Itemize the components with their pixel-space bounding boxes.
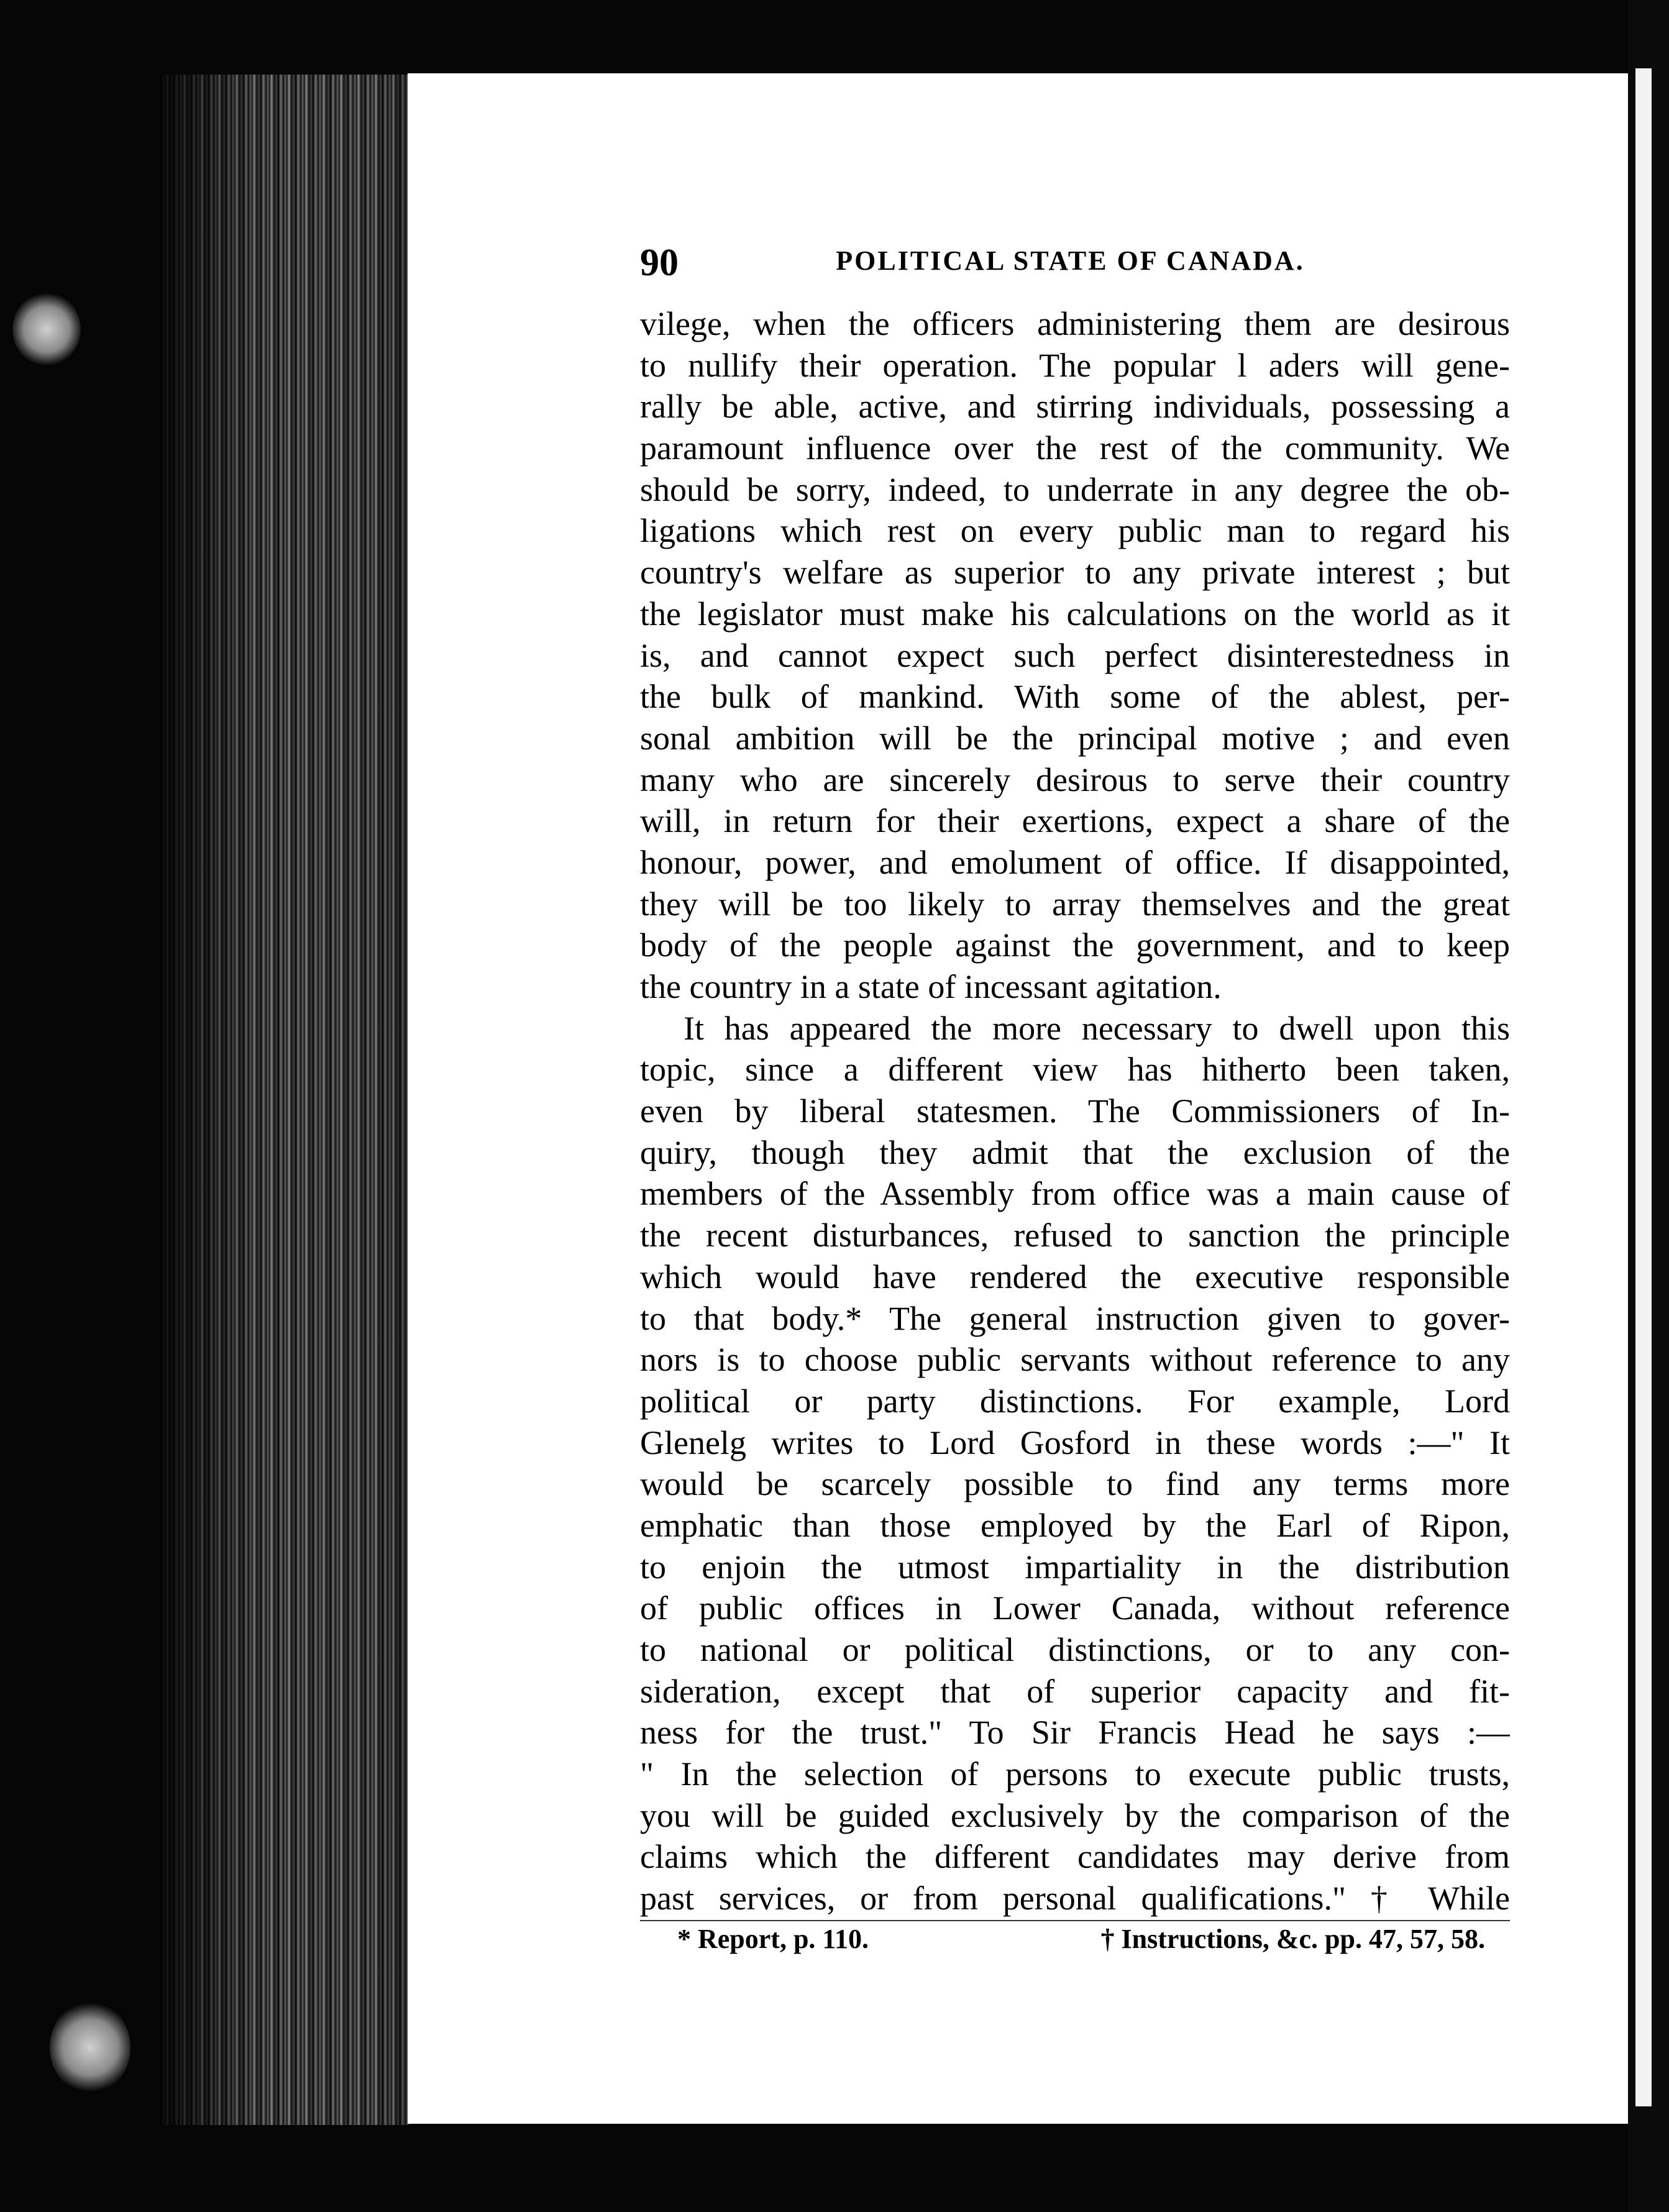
text-line: is, and cannot expect such perfect disinterestedness in	[640, 636, 1510, 674]
footnote-instructions: † Instructions, &c. pp. 47, 57, 58.	[1100, 1924, 1485, 1954]
page-header	[640, 241, 1501, 291]
text-line: political or party distinctions. For example, Lord	[640, 1382, 1510, 1420]
text-line: even by liberal statesmen. The Commissioners of In-	[640, 1092, 1510, 1130]
text-line: they will be too likely to array themselves and the great	[640, 885, 1510, 923]
text-line: to that body.* The general instruction given to gover-	[640, 1299, 1510, 1337]
text-line: " In the selection of persons to execute public trusts,	[640, 1755, 1510, 1793]
text-line: you will be guided exclusively by the comparison of the	[640, 1796, 1510, 1834]
text-line: Glenelg writes to Lord Gosford in these words :—" It	[640, 1424, 1510, 1461]
text-line: country's welfare as superior to any private interest ; but	[640, 554, 1510, 592]
text-line: to nullify their operation. The popular l aders will gene-	[640, 346, 1510, 384]
text-line: rally be able, active, and stirring individuals, possessing a	[640, 388, 1510, 426]
paragraph-end-line: the country in a state of incessant agitation.	[640, 968, 1222, 1005]
next-page-sliver	[1635, 68, 1652, 2106]
page-edges-shadow	[162, 75, 410, 2125]
text-line: nors is to choose public servants without reference to any	[640, 1341, 1510, 1379]
text-line: emphatic than those employed by the Earl of Ripon,	[640, 1506, 1510, 1544]
text-line: of public offices in Lower Canada, without reference	[640, 1589, 1510, 1627]
paper-blot-bottom	[50, 2001, 130, 2094]
text-line: which would have rendered the executive responsible	[640, 1258, 1510, 1296]
paper-blot-top	[12, 292, 81, 367]
text-line: to enjoin the utmost impartiality in the distribution	[640, 1548, 1510, 1586]
page-number: 90	[640, 242, 679, 284]
text-line: body of the people against the government, and to keep	[640, 926, 1510, 964]
text-line: claims which the different candidates may derive from	[640, 1838, 1510, 1876]
text-line: the bulk of mankind. With some of the ablest, per-	[640, 678, 1510, 716]
text-line: will, in return for their exertions, expect a share of the	[640, 802, 1510, 840]
text-line: paramount influence over the rest of the community. We	[640, 429, 1510, 467]
footnote-divider	[640, 1920, 1510, 1921]
text-line: topic, since a different view has hitherto been taken,	[640, 1051, 1510, 1089]
text-line: vilege, when the officers administering them are desirous	[640, 305, 1510, 342]
footnote-report: * Report, p. 110.	[677, 1924, 869, 1954]
body-text	[640, 303, 1510, 1919]
text-line: ligations which rest on every public man to regard his	[640, 512, 1510, 550]
text-line: members of the Assembly from office was a main cause of	[640, 1175, 1510, 1213]
text-line: to national or political distinctions, or to any con-	[640, 1631, 1510, 1668]
text-line: sideration, except that of superior capacity and fit-	[640, 1672, 1510, 1710]
text-line: quiry, though they admit that the exclusion of the	[640, 1133, 1510, 1171]
text-line: ness for the trust." To Sir Francis Head he says :—	[640, 1714, 1510, 1752]
text-line: the recent disturbances, refused to sanction the principle	[640, 1217, 1510, 1255]
text-line: the legislator must make his calculations on the world as it	[640, 595, 1510, 633]
running-title: POLITICAL STATE OF CANADA.	[836, 245, 1305, 276]
text-line: would be scarcely possible to find any terms more	[640, 1465, 1510, 1503]
text-line: past services, or from personal qualifications." † While	[640, 1880, 1510, 1917]
footnotes	[677, 1923, 1485, 1967]
text-line: sonal ambition will be the principal motive ; and even	[640, 719, 1510, 757]
paragraph-start-line: It has appeared the more necessary to dwell upon this	[684, 1009, 1510, 1047]
text-line: many who are sincerely desirous to serve their country	[640, 761, 1510, 798]
text-line: should be sorry, indeed, to underrate in any degree the ob-	[640, 470, 1510, 508]
text-line: honour, power, and emolument of office. If disappointed,	[640, 843, 1510, 881]
